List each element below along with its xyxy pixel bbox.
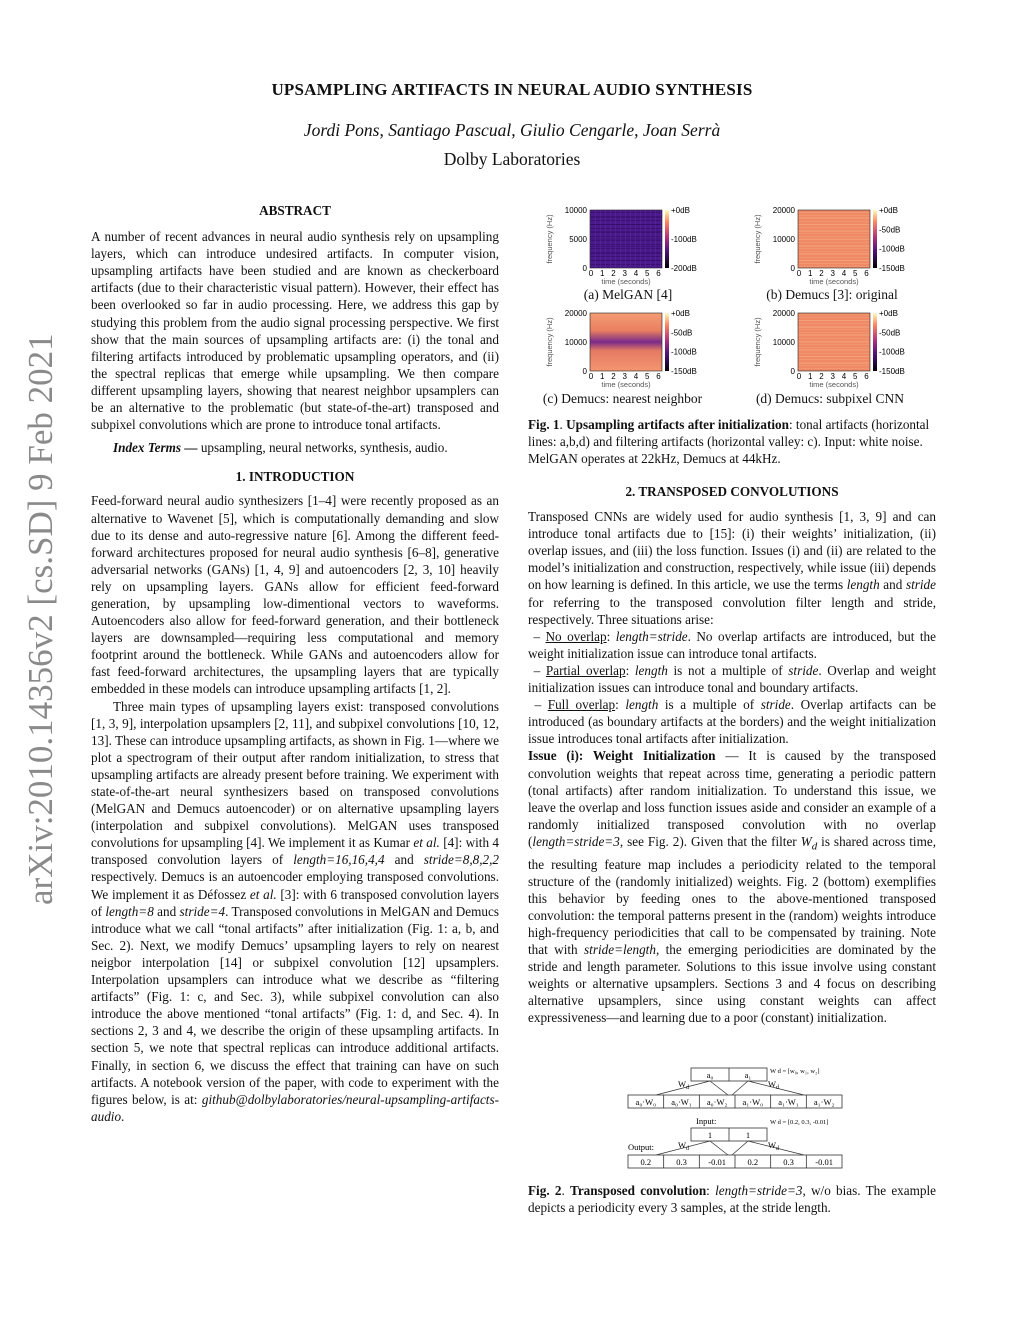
- output-cell: a₁·W₀: [742, 1097, 764, 1107]
- colorbar: [665, 210, 669, 268]
- colorbar-label: -150dB: [879, 367, 905, 376]
- colorbar-label: -150dB: [879, 264, 905, 273]
- fig1b-caption: (b) Demucs [3]: original: [766, 287, 898, 302]
- x-tick-label: 2: [819, 269, 824, 278]
- colorbar-label: +0dB: [671, 309, 690, 318]
- colorbar: [873, 313, 877, 371]
- output-cell: a₁·W₁: [778, 1097, 799, 1107]
- text-run: stride=4: [179, 903, 226, 919]
- wd-sub: d: [686, 1146, 690, 1152]
- text-run: — It is caused by the transposed convolution weights that repeat across time, generating a periodic pattern (tonal artifacts) after random initialization. To understand this issue, we leave the overlap and loss function issues aside and consider an example of a randomly initialized transposed convolution with no overlap (: [528, 748, 936, 849]
- spectrogram-panel-2: [590, 313, 662, 371]
- y-tick-label: 0: [790, 264, 795, 273]
- text-run: , the emerging periodicities are dominated by the stride and length parameter. Solutions to this issue involve using constant weights or alternative upsamplers. Sections 3 and 4 focus on describing alternative upsamplers, since using constant weights can affect expressiveness—and learning due to a poor (constant) initialization.: [528, 942, 936, 1026]
- author-list: Jordi Pons, Santiago Pascual, Giulio Cengarle, Joan Serrà: [303, 120, 721, 140]
- colorbar-label: +0dB: [879, 206, 898, 215]
- x-tick-label: 6: [864, 372, 869, 381]
- x-tick-label: 4: [841, 372, 847, 381]
- output-cell: 0.3: [783, 1157, 794, 1167]
- y-tick-label: 10000: [772, 338, 795, 347]
- x-axis-label: time (seconds): [601, 277, 651, 286]
- text-run: et al.: [249, 886, 277, 902]
- colorbar-label: +0dB: [671, 206, 690, 215]
- fig2-text: , w/o bias. The example depicts a periodicity every 3 samples, at the stride length.: [528, 1183, 936, 1215]
- y-tick-label: 10000: [772, 235, 795, 244]
- colorbar-label: -100dB: [671, 235, 697, 244]
- bullet-no-overlap: – No overlap: length=stride. No overlap artifacts are introduced, but the weight initialization issue can introduce tonal artifacts.: [528, 628, 936, 661]
- x-tick-label: 6: [864, 269, 869, 278]
- intro-heading: 1. INTRODUCTION: [235, 469, 355, 485]
- x-tick-label: 6: [656, 269, 661, 278]
- bullet-partial-overlap: – Partial overlap: length is not a multiple of stride. Overlap and weight initialization issues can introduce tonal and boundary artifacts.: [528, 662, 937, 696]
- y-tick-label: 10000: [564, 338, 587, 347]
- index-terms-text: upsampling, neural networks, synthesis, audio.: [200, 440, 448, 456]
- text-run: W: [800, 833, 812, 849]
- colorbar-label: -50dB: [879, 225, 901, 235]
- text-run: . Overlap and weight initialization issues can introduce tonal and boundary artifacts.: [528, 662, 937, 696]
- paper-title: UPSAMPLING ARTIFACTS IN NEURAL AUDIO SYNTHESIS: [271, 80, 753, 99]
- wd-label-right: [768, 1140, 779, 1152]
- intro-paragraph-1: Feed-forward neural audio synthesizers [1–4] were recently proposed as an alternative to Wavenet [5], which is computationally demanding and slow due to its dense and auto-regressive nature [6]. Among the different feed-forward architectures proposed for neural audio synthesis [6–8], generative adversarial networks (GANs) [1, 4, 9] and autoencoders [2, 3, 10] heavily rely on upsampling layers. GANs allow for efficient feed-forward generation, by upsampling low-dimentional vectors to waveforms. Autoencoders also allow for feed-forward generation, and their bottleneck layers are downsampled—requiring less computational and memory footprint around the bottleneck. While GANs and autoencoders allow for fast feed-forward architectures, the upsampling layers that are typically embedded in these models can introduce upsampling artifacts [1, 2].: [91, 493, 499, 697]
- text-run: respectively. Demucs is an autoencoder employing transposed convolutions. We implement it as Défossez: [91, 869, 499, 902]
- text-run: Issue (i): Weight Initialization: [528, 748, 716, 764]
- top-input-0: a₀: [706, 1070, 714, 1080]
- text-run: No overlap: [545, 628, 607, 644]
- bottom-input-0: 1: [707, 1130, 713, 1140]
- x-tick-label: 0: [796, 372, 802, 381]
- figure-1-caption: Fig. 1. Upsampling artifacts after initialization: tonal artifacts (horizontal lines: a,b,d) and filtering artifacts (horizontal valley: c). Input: white noise. MelGAN operates at 22kHz, Demucs at 44kHz.: [528, 417, 930, 466]
- text-run: length=stride: [615, 628, 688, 644]
- fig1-label: Fig. 1: [528, 417, 560, 432]
- text-run: [4]: with 4 transposed convolution layers of: [91, 835, 500, 868]
- x-tick-label: 5: [645, 269, 650, 278]
- connector: [732, 1081, 748, 1095]
- index-terms: [91, 439, 499, 456]
- bottom-input-1: 1: [745, 1130, 751, 1140]
- text-run: is a multiple of: [658, 697, 761, 713]
- x-axis-label: time (seconds): [809, 380, 859, 389]
- wd-sub: d: [776, 1146, 780, 1152]
- x-tick-label: 3: [622, 269, 627, 278]
- intro-paragraph-2: [91, 698, 499, 1125]
- text-run: length: [625, 697, 659, 713]
- y-tick-label: 0: [790, 367, 795, 376]
- x-tick-label: 1: [808, 372, 813, 381]
- index-terms-label: Index Terms —: [113, 440, 198, 456]
- output-cell: 0.2: [747, 1157, 759, 1167]
- text-run: stride: [760, 697, 791, 713]
- text-run: , see Fig. 2). Given that the filter: [619, 833, 801, 849]
- bullet-full-overlap: – Full overlap: length is a multiple of stride. Overlap artifacts can be introduced (as boundary artifacts at the borders) and the weight initialization issue introduces tonal artifacts after initialization.: [528, 697, 937, 747]
- x-axis-label: time (seconds): [809, 277, 859, 286]
- text-run: and: [153, 903, 180, 919]
- x-tick-label: 4: [841, 269, 847, 278]
- colorbar-label: -200dB: [671, 264, 697, 273]
- x-tick-label: 1: [600, 372, 605, 381]
- y-axis-label: frequency (Hz): [753, 317, 762, 367]
- abstract-heading: ABSTRACT: [259, 203, 331, 218]
- text-run: d: [811, 840, 818, 853]
- text-run: stride=length: [584, 942, 656, 958]
- output-cell: 0.3: [676, 1157, 687, 1167]
- colorbar-label: -100dB: [671, 347, 697, 357]
- fig1a-caption: (a) MelGAN [4]: [583, 287, 673, 302]
- connector: [732, 1141, 748, 1155]
- section-2-paragraph-1: [528, 508, 936, 628]
- connector: [710, 1081, 728, 1095]
- text-run: Full overlap: [547, 697, 616, 713]
- fig1d-caption: (d) Demucs: subpixel CNN: [755, 391, 905, 406]
- text-run: and: [384, 852, 424, 868]
- x-tick-label: 4: [633, 269, 639, 278]
- wd-w: W: [678, 1079, 687, 1089]
- text-run: length=stride=3: [532, 833, 620, 849]
- wd-top-label: W d = [w₀, w₁, w₂]: [770, 1068, 820, 1075]
- fig1-bold: Upsampling artifacts after initialization: [566, 417, 789, 432]
- text-run: stride: [788, 662, 819, 678]
- x-tick-label: 0: [588, 269, 594, 278]
- y-axis-label: frequency (Hz): [545, 317, 554, 367]
- colorbar-label: -50dB: [671, 328, 693, 338]
- fig1c-caption: (c) Demucs: nearest neighbor: [542, 391, 703, 406]
- y-tick-label: 20000: [772, 309, 795, 318]
- text-run: . Overlap artifacts can be introduced (as boundary artifacts at the borders) and the weight initialization issue introduces tonal artifacts after initialization.: [528, 697, 937, 747]
- y-tick-label: 0: [582, 264, 587, 273]
- colorbar-label: +0dB: [879, 309, 898, 318]
- wd-label-right: [768, 1079, 779, 1091]
- wd-sub: d: [686, 1085, 690, 1091]
- section-2-heading: 2. TRANSPOSED CONVOLUTIONS: [625, 484, 839, 499]
- output-cell: a₀·W₂: [706, 1097, 728, 1107]
- y-axis-label: frequency (Hz): [545, 214, 554, 264]
- output-cell: -0.01: [815, 1157, 834, 1167]
- x-tick-label: 2: [611, 269, 616, 278]
- right-column: [528, 483, 936, 1027]
- wd-w: W: [678, 1140, 687, 1150]
- x-tick-label: 0: [796, 269, 802, 278]
- affiliation: Dolby Laboratories: [443, 149, 581, 169]
- output-cell: 0.2: [640, 1157, 652, 1167]
- output-label: Output:: [628, 1142, 654, 1152]
- fig2-bold: Transposed convolution: [570, 1183, 707, 1198]
- wd-w: W: [768, 1079, 777, 1089]
- x-tick-label: 5: [853, 269, 858, 278]
- fig2-label: Fig. 2: [528, 1183, 562, 1198]
- text-run: length: [846, 577, 880, 593]
- wd-w: W: [768, 1140, 777, 1150]
- text-run: length=16,16,4,4: [293, 852, 385, 868]
- x-tick-label: 2: [611, 372, 616, 381]
- arxiv-id: arXiv:2010.14356v2 [cs.SD] 9 Feb 2021: [21, 333, 60, 905]
- text-run: is shared across time, the resulting feature map includes a periodicity related to the temporal structure of the (randomly initialized) weights. Fig. 2 (bottom) exemplifies this behavior by feeding ones to the above-mentioned transposed convolution: the temporal patterns present in the (random) weights introduce high-frequency periodicities that call to be compensated by training. Note that with: [528, 833, 936, 958]
- x-tick-label: 2: [819, 372, 824, 381]
- colorbar-label: -50dB: [879, 328, 901, 338]
- abstract-text: A number of recent advances in neural audio synthesis rely on upsampling layers, which can introduce undesired artifacts. In computer vision, upsampling artifacts have been studied and are known as checkerboard artifacts (due to their characteristic visual pattern). However, their effect has been overlooked so far in audio processing. Here, we address this gap by studying this problem from the audio signal processing perspective. We first show that the main sources of upsampling artifacts are: (i) the tonal and filtering artifacts introduced by problematic upsampling operators, and (ii) the spectral replicas that emerge while upsampling. We then compare different upsampling layers, showing that nearest neighbor upsamplers can be an alternative to the problematic (but state-of-the-art) transposed and subpixel convolutions which are prone to introduce tonal artifacts.: [91, 229, 499, 433]
- y-tick-label: 20000: [772, 206, 795, 215]
- x-tick-label: 3: [622, 372, 627, 381]
- figure-2-caption: Fig. 2. Transposed convolution: length=stride=3, w/o bias. The example depicts a periodicity every 3 samples, at the stride length.: [528, 1183, 936, 1215]
- y-axis-label: frequency (Hz): [753, 214, 762, 264]
- x-tick-label: 3: [830, 269, 835, 278]
- output-cell: -0.01: [708, 1157, 727, 1167]
- output-cell: a₀·W₀: [635, 1097, 657, 1107]
- x-tick-label: 6: [656, 372, 661, 381]
- colorbar-label: -100dB: [879, 347, 905, 357]
- fig1-text: : tonal artifacts (horizontal lines: a,b,d) and filtering artifacts (horizontal valley: c). Input: white noise. MelGAN operates at 22kHz, Demucs at 44kHz.: [528, 417, 930, 466]
- wd-label-left: [678, 1140, 689, 1152]
- input-label: Input:: [696, 1116, 717, 1126]
- fig2-em: length=stride=3: [715, 1183, 803, 1198]
- connector: [710, 1141, 728, 1155]
- text-run: length: [634, 662, 668, 678]
- figure-2-diagram: [620, 1062, 845, 1174]
- wd-sub: d: [776, 1085, 780, 1091]
- colorbar: [665, 313, 669, 371]
- text-run: Transposed CNNs are widely used for audio synthesis [1, 3, 9] and can introduce tonal artifacts due to [15]: (i) their weights’ initialization, (ii) overlap issues, and (iii) the loss function. Issues (i) and (ii) are related to the model’s initialization and construction, respectively, while issue (iii) depends on how learning is defined. In this article, we use the terms: [528, 509, 936, 593]
- left-column: [91, 202, 499, 1125]
- text-run: Partial overlap: [545, 662, 626, 678]
- y-tick-label: 5000: [569, 235, 587, 244]
- text-run: stride=8,8,2,2: [423, 852, 499, 868]
- x-tick-label: 4: [633, 372, 639, 381]
- colorbar-label: -100dB: [879, 244, 905, 254]
- text-run: . No overlap artifacts are introduced, but the weight initialization issue can introduce tonal artifacts.: [528, 628, 936, 661]
- text-run: stride: [905, 577, 936, 593]
- arxiv-stamp: [0, 0, 60, 1325]
- output-cell: a₀·W₁: [671, 1097, 692, 1107]
- x-axis-label: time (seconds): [601, 380, 651, 389]
- x-tick-label: 0: [588, 372, 594, 381]
- text-run: [3]: with 6 transposed convolution layers of: [91, 886, 499, 919]
- x-tick-label: 5: [853, 372, 858, 381]
- x-tick-label: 3: [830, 372, 835, 381]
- x-tick-label: 5: [645, 372, 650, 381]
- top-input-1: a₁: [744, 1070, 752, 1080]
- text-run: Three main types of upsampling layers exist: transposed convolutions [1, 3, 9], interpolation upsamplers [2, 11], and subpixel convolutions [10, 12, 13]. These can introduce upsampling artifacts, as shown in Fig. 1—where we plot a spectrogram of their output after random initialization, to stress that upsampling artifacts are already present before training. We experiment with state-of-the-art neural synthesizers based on transposed convolutions (MelGAN and Demucs autoencoder) or on alternative upsampling layers (interpolation and subpixel convolutions). MelGAN uses transposed convolutions for upsampling [4]. We implement it as Kumar: [91, 698, 499, 851]
- text-run: et al.: [413, 835, 440, 851]
- text-run: length=8: [105, 903, 154, 919]
- figure-1-spectrograms: [528, 200, 958, 415]
- text-run: .: [121, 1108, 125, 1124]
- text-run: and: [879, 577, 906, 593]
- text-run: . Transposed convolutions in MelGAN and Demucs introduce what we call “tonal artifacts” after initialization (Fig. 1: a, b, and Sec. 2). Next, we modify Demucs’ upsampling layers to rely on nearest neigbor interpolation [14] or subpixel convolution [12] upsamplers. Interpolation upsamplers can introduce what we describe as “filtering artifacts” (Fig. 1: c, and Sec. 3), while subpixel convolution can also introduce the above mentioned “tonal artifacts” (Fig. 1: d, and Sec. 4). In sections 2, 3 and 4, we describe the origin of these upsampling artifacts. In section 5, we note that spectral replicas can introduce additional artifacts. Finally, in section 6, we discuss the effect that training can have on such artifacts. A notebook version of the paper, with code to experiment with the figures below, is at:: [91, 903, 499, 1107]
- x-tick-label: 1: [600, 269, 605, 278]
- colorbar: [873, 210, 877, 268]
- text-run: for referring to the transposed convolution filter length and stride, respectively. Three situations arise:: [528, 594, 936, 627]
- text-run: is not a multiple of: [667, 662, 789, 678]
- colorbar-label: -150dB: [671, 367, 697, 376]
- y-tick-label: 0: [582, 367, 587, 376]
- github-link[interactable]: github@dolbylaboratories/neural-upsampling-artifacts-audio: [91, 1091, 499, 1124]
- wd-bottom-label: W d = [0.2, 0.3, -0.01]: [770, 1119, 829, 1126]
- y-tick-label: 20000: [564, 309, 587, 318]
- x-tick-label: 1: [808, 269, 813, 278]
- section-2-paragraph-2: [528, 747, 936, 1026]
- y-tick-label: 10000: [564, 206, 587, 215]
- output-cell: a₁·W₂: [813, 1097, 835, 1107]
